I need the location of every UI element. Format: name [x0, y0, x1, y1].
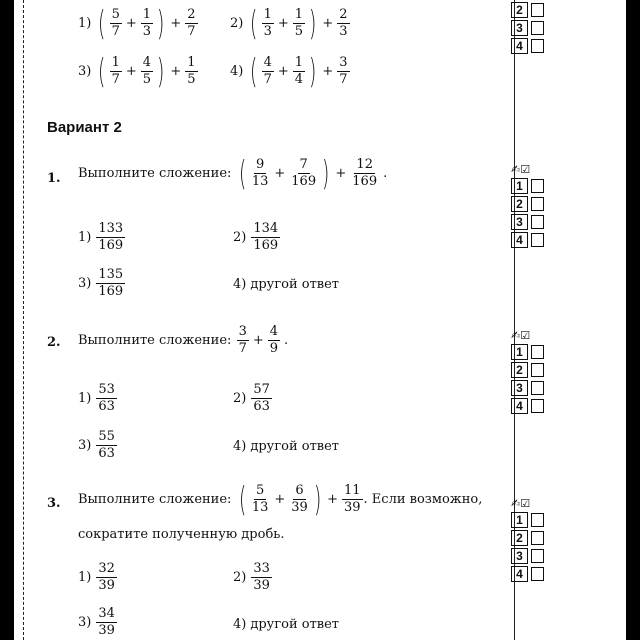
- q2-option-1[interactable]: [78, 383, 118, 414]
- numerator: 32: [98, 561, 115, 576]
- q2-option-4[interactable]: 4) другой ответ: [233, 439, 339, 454]
- numerator: 11: [344, 483, 361, 498]
- operator: +: [335, 166, 347, 181]
- answer-checkbox[interactable]: [531, 567, 544, 581]
- q3-option-4[interactable]: 4) другой ответ: [233, 617, 339, 632]
- answer-checkbox[interactable]: [531, 345, 544, 359]
- fraction: [262, 56, 274, 87]
- answer-number: 2: [511, 196, 528, 212]
- numerator: 3: [339, 55, 348, 70]
- fraction: [141, 8, 153, 39]
- numerator: 9: [255, 157, 265, 172]
- top-option-1: [78, 3, 199, 44]
- denominator: 5: [142, 72, 152, 87]
- fraction: [96, 222, 125, 253]
- denominator: 39: [291, 500, 308, 515]
- denominator: 7: [111, 72, 120, 87]
- numerator: 6: [295, 483, 304, 498]
- fraction: [185, 56, 197, 87]
- operator: +: [327, 492, 338, 507]
- numerator: 7: [299, 157, 308, 172]
- pencil-check-icon: ✍☑: [511, 163, 531, 176]
- option-label: 1): [78, 230, 92, 245]
- answer-number: 4: [511, 38, 528, 54]
- numerator: 1: [111, 55, 120, 70]
- q3-option-2[interactable]: [233, 562, 273, 593]
- denominator: 3: [339, 24, 348, 39]
- option-label: 2): [233, 570, 247, 585]
- q3-option-1[interactable]: [78, 562, 118, 593]
- answer-number: 3: [511, 214, 528, 230]
- denominator: 169: [253, 238, 279, 253]
- answer-checkbox[interactable]: [531, 531, 544, 545]
- numerator: 133: [98, 221, 124, 236]
- top-option-3: [78, 51, 199, 92]
- numerator: 34: [98, 606, 115, 621]
- q2-option-3[interactable]: [78, 430, 118, 461]
- numerator: 57: [253, 382, 270, 397]
- parenthesis: (: [98, 51, 106, 92]
- denominator: 39: [253, 578, 270, 593]
- numerator: 134: [253, 221, 279, 236]
- q3-option-3[interactable]: [78, 607, 118, 638]
- denominator: 169: [352, 174, 378, 189]
- option-label: 2): [233, 230, 247, 245]
- answer-number: 2: [511, 362, 528, 378]
- option-label: 4): [233, 617, 247, 632]
- fraction: [110, 8, 122, 39]
- answer-checkbox[interactable]: [531, 3, 544, 17]
- q1-option-4[interactable]: 4) другой ответ: [233, 277, 339, 292]
- operator: +: [274, 492, 286, 507]
- denominator: 169: [98, 238, 124, 253]
- operator: +: [322, 16, 334, 31]
- option-label: 4): [233, 277, 247, 292]
- answer-checkbox[interactable]: [531, 179, 544, 193]
- operator: .: [284, 333, 289, 348]
- numerator: 3: [238, 324, 247, 339]
- answer-number: 4: [511, 398, 528, 414]
- parenthesis: (: [98, 3, 106, 44]
- parenthesis: (: [250, 51, 258, 92]
- fraction: [250, 158, 271, 189]
- operator: +: [170, 64, 182, 79]
- fraction: [185, 8, 197, 39]
- answer-checkbox[interactable]: [531, 39, 544, 53]
- numerator: 33: [253, 561, 270, 576]
- answer-number: 4: [511, 566, 528, 582]
- answer-checkbox[interactable]: [531, 549, 544, 563]
- answer-checkbox[interactable]: [531, 233, 544, 247]
- option-label: 2): [230, 16, 244, 31]
- top-option-2: [230, 3, 351, 44]
- question-1-text: Выполните сложение: ( $\frac{9}{13}$ + $\frac{7}{169}$ ) + $\frac{12}{169}$ .: [78, 153, 388, 194]
- option-label: 3): [78, 438, 92, 453]
- question-2-number: 2.: [47, 335, 61, 350]
- numerator: 1: [263, 7, 272, 22]
- denominator: 3: [263, 24, 272, 39]
- answer-number: 1: [511, 178, 528, 194]
- parenthesis: ): [313, 479, 322, 520]
- fraction: [237, 325, 249, 356]
- operator: +: [277, 64, 289, 79]
- numerator: 1: [294, 55, 304, 70]
- denominator: 5: [187, 72, 196, 87]
- answer-checkbox[interactable]: [531, 215, 544, 229]
- numerator: 1: [187, 55, 196, 70]
- numerator: 5: [111, 7, 120, 22]
- fraction: [110, 56, 122, 87]
- parenthesis: ): [157, 51, 165, 92]
- numerator: 4: [142, 55, 152, 70]
- q2-answer-box: [511, 330, 544, 416]
- answer-number: 3: [511, 548, 528, 564]
- denominator: 7: [111, 24, 120, 39]
- denominator: 39: [98, 623, 115, 638]
- operator: +: [125, 64, 137, 79]
- fraction: [293, 8, 305, 39]
- denominator: 63: [98, 399, 115, 414]
- answer-number: 3: [511, 20, 528, 36]
- cut-line: [23, 0, 24, 640]
- denominator: 169: [98, 284, 124, 299]
- top-answer-box: [511, 2, 544, 56]
- denominator: 9: [269, 341, 279, 356]
- numerator: 53: [98, 382, 115, 397]
- q1-answer-box: [511, 164, 544, 250]
- question-3-text-line2: сократите полученную дробь.: [78, 527, 285, 542]
- operator: +: [170, 16, 182, 31]
- numerator: 55: [98, 429, 115, 444]
- question-3-number: 3.: [47, 496, 61, 511]
- numerator: 1: [294, 7, 304, 22]
- answer-checkbox[interactable]: [531, 381, 544, 395]
- q1-option-2[interactable]: [233, 222, 281, 253]
- denominator: 7: [263, 72, 272, 87]
- fraction: [342, 484, 363, 515]
- fraction: [141, 56, 153, 87]
- parenthesis: ): [309, 51, 317, 92]
- denominator: 63: [253, 399, 270, 414]
- operator: +: [125, 16, 137, 31]
- operator: +: [252, 333, 264, 348]
- denominator: 5: [294, 24, 304, 39]
- fraction: [268, 325, 280, 356]
- denominator: 39: [344, 500, 361, 515]
- pencil-check-icon: ✍☑: [511, 329, 531, 342]
- q3-answer-box: [511, 498, 544, 584]
- parenthesis: ): [309, 3, 317, 44]
- option-label: 2): [233, 391, 247, 406]
- fraction: [96, 430, 117, 461]
- fraction: [293, 56, 305, 87]
- fraction: [251, 383, 272, 414]
- question-2-text: Выполните сложение: $\frac{3}{7}$ + $\frac{4}{9}$ .: [78, 324, 289, 356]
- answer-number: 2: [511, 530, 528, 546]
- operator: .: [383, 166, 388, 181]
- q1-option-1[interactable]: [78, 222, 126, 253]
- denominator: 13: [251, 174, 269, 189]
- pencil-check-icon: ✍☑: [511, 497, 531, 510]
- fraction: [96, 562, 117, 593]
- numerator: 4: [263, 55, 272, 70]
- denominator: 13: [251, 500, 269, 515]
- parenthesis: (: [238, 479, 246, 520]
- top-option-4: [230, 51, 351, 92]
- fraction: [96, 607, 117, 638]
- fraction: [350, 158, 379, 189]
- answer-number: 1: [511, 344, 528, 360]
- worksheet-page: [14, 0, 626, 640]
- answer-number: 1: [511, 512, 528, 528]
- numerator: 4: [269, 324, 279, 339]
- answer-checkbox[interactable]: [531, 513, 544, 527]
- numerator: 12: [356, 157, 373, 172]
- fraction: [262, 8, 274, 39]
- fraction: [289, 484, 310, 515]
- option-label: 1): [78, 391, 92, 406]
- option-label: 3): [78, 276, 92, 291]
- option-label: 1): [78, 16, 92, 31]
- fraction: [289, 158, 318, 189]
- option-label: 4): [233, 439, 247, 454]
- numerator: 2: [339, 7, 348, 22]
- parenthesis: (: [250, 3, 258, 44]
- answer-checkbox[interactable]: [531, 363, 544, 377]
- fraction: [251, 562, 272, 593]
- fraction: [337, 56, 349, 87]
- question-3-text: Выполните сложение: ( $\frac{5}{13}$ + $\frac{6}{39}$ ) + $\frac{11}{39}$ . Если возможно,: [78, 479, 483, 520]
- parenthesis: (: [238, 153, 246, 194]
- q2-option-2[interactable]: [233, 383, 273, 414]
- fraction: [250, 484, 271, 515]
- answer-number: 4: [511, 232, 528, 248]
- operator: +: [322, 64, 334, 79]
- answer-checkbox[interactable]: [531, 21, 544, 35]
- operator: +: [277, 16, 289, 31]
- variant-title: Вариант 2: [47, 119, 122, 136]
- q1-option-3[interactable]: [78, 268, 126, 299]
- denominator: 169: [291, 174, 317, 189]
- numerator: 5: [255, 483, 265, 498]
- numerator: 2: [187, 7, 196, 22]
- denominator: 7: [339, 72, 348, 87]
- answer-checkbox[interactable]: [531, 399, 544, 413]
- fraction: [96, 383, 117, 414]
- fraction: [96, 268, 125, 299]
- answer-number: 3: [511, 380, 528, 396]
- parenthesis: ): [157, 3, 165, 44]
- numerator: 1: [142, 7, 152, 22]
- denominator: 63: [98, 446, 115, 461]
- denominator: 7: [187, 24, 196, 39]
- operator: +: [274, 166, 286, 181]
- denominator: 7: [238, 341, 247, 356]
- option-label: 4): [230, 64, 244, 79]
- answer-number: 2: [511, 2, 528, 18]
- option-label: 3): [78, 615, 92, 630]
- denominator: 3: [142, 24, 152, 39]
- numerator: 135: [98, 267, 124, 282]
- parenthesis: ): [322, 153, 330, 194]
- option-label: 1): [78, 570, 92, 585]
- denominator: 4: [294, 72, 304, 87]
- question-1-number: 1.: [47, 171, 61, 186]
- answer-checkbox[interactable]: [531, 197, 544, 211]
- fraction: [251, 222, 280, 253]
- option-label: 3): [78, 64, 92, 79]
- denominator: 39: [98, 578, 115, 593]
- fraction: [337, 8, 349, 39]
